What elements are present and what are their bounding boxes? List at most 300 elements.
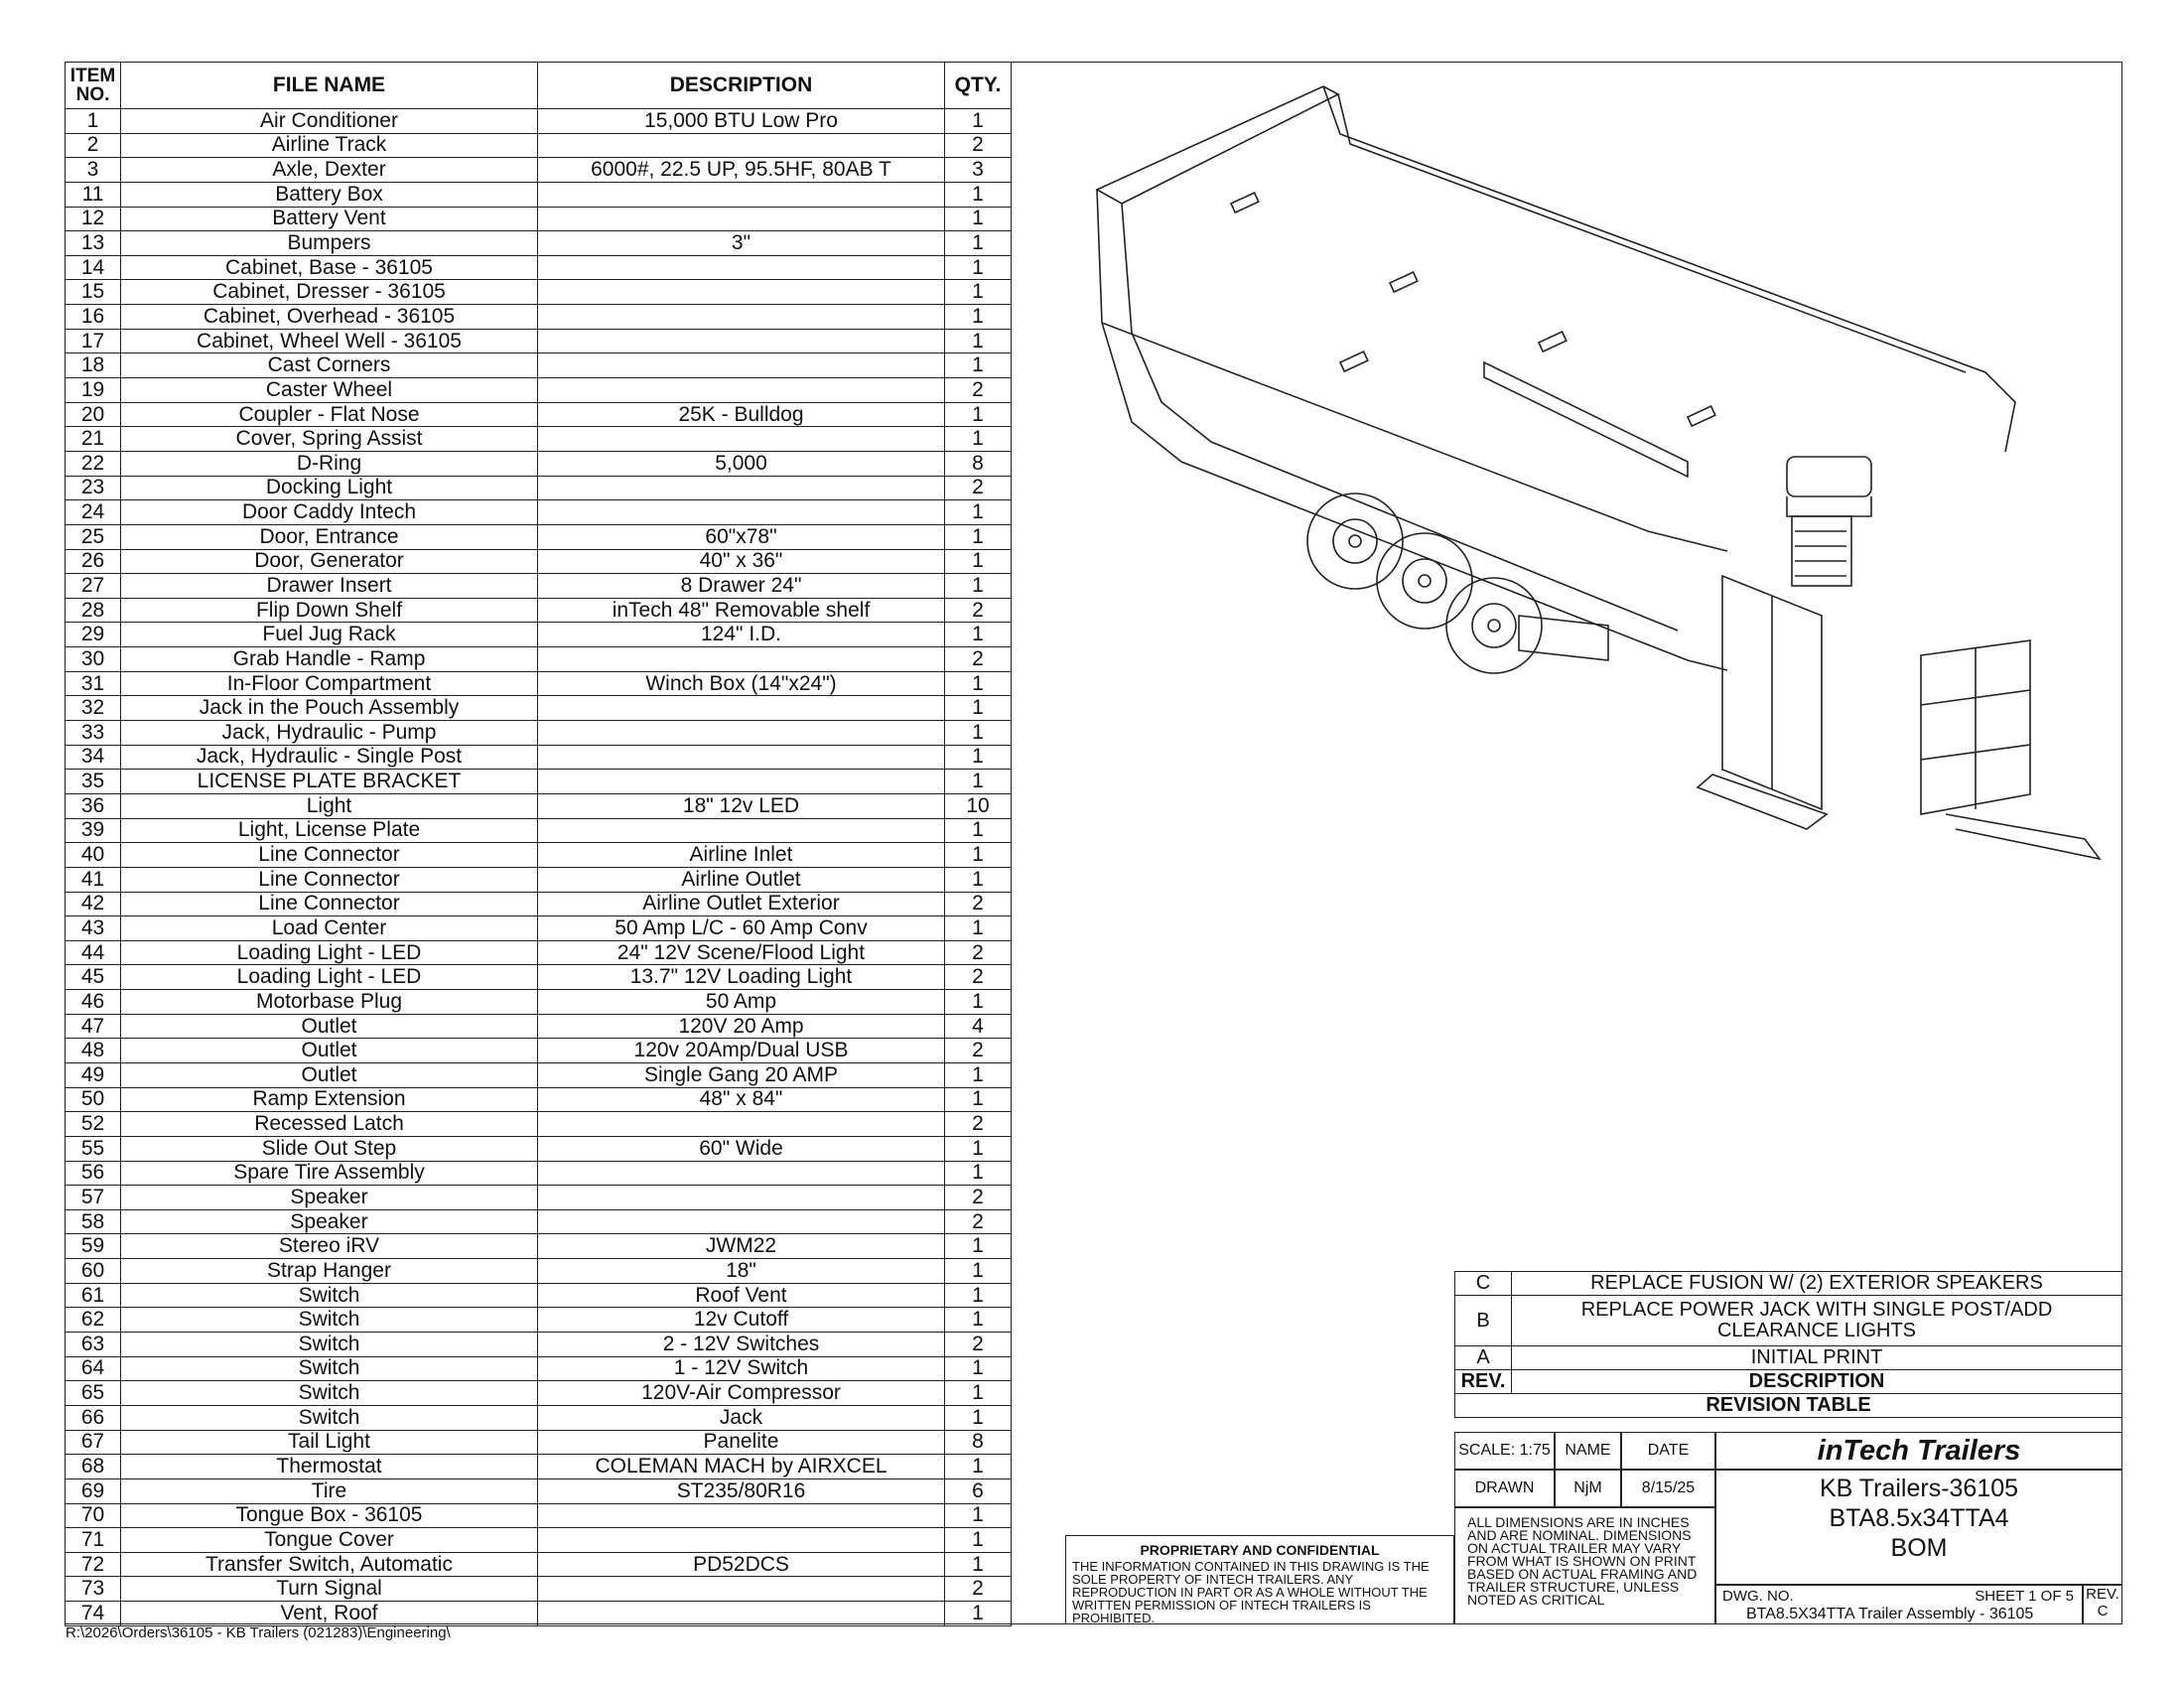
item-number: 27 — [66, 574, 121, 599]
file-name: LICENSE PLATE BRACKET — [121, 770, 538, 794]
item-number: 68 — [66, 1455, 121, 1479]
bom-row — [66, 133, 1012, 158]
description — [538, 353, 945, 378]
drawn-name: NjM — [1555, 1470, 1621, 1507]
file-name: Cover, Spring Assist — [121, 427, 538, 452]
file-name: Coupler - Flat Nose — [121, 402, 538, 427]
item-number: 43 — [66, 916, 121, 941]
description: 18" 12v LED — [538, 793, 945, 818]
bom-row — [66, 1062, 1012, 1087]
quantity: 1 — [945, 207, 1012, 231]
bom-row — [66, 158, 1012, 183]
file-name: Outlet — [121, 1062, 538, 1087]
quantity: 1 — [945, 280, 1012, 305]
quantity: 1 — [945, 867, 1012, 892]
item-number: 47 — [66, 1014, 121, 1039]
drawn-date: 8/15/25 — [1621, 1470, 1715, 1507]
quantity: 1 — [945, 231, 1012, 256]
item-number: 66 — [66, 1405, 121, 1430]
quantity: 1 — [945, 402, 1012, 427]
date-label: DATE — [1621, 1432, 1715, 1470]
bom-row — [66, 231, 1012, 256]
file-name: Battery Box — [121, 182, 538, 207]
file-name: Battery Vent — [121, 207, 538, 231]
file-name: In-Floor Compartment — [121, 671, 538, 696]
quantity: 1 — [945, 182, 1012, 207]
revision-header-row — [1455, 1370, 2122, 1394]
revision-table-title: REVISION TABLE — [1455, 1394, 2122, 1418]
description — [538, 647, 945, 672]
file-name: Recessed Latch — [121, 1112, 538, 1137]
item-number: 14 — [66, 255, 121, 280]
quantity: 1 — [945, 1405, 1012, 1430]
proprietary-block — [1065, 1535, 1454, 1624]
revision-title-row — [1455, 1394, 2122, 1418]
description — [538, 476, 945, 500]
bom-row — [66, 745, 1012, 770]
item-number: 67 — [66, 1430, 121, 1455]
file-name: Switch — [121, 1405, 538, 1430]
quantity: 2 — [945, 1039, 1012, 1063]
description: Single Gang 20 AMP — [538, 1062, 945, 1087]
bom-row — [66, 1333, 1012, 1357]
bom-row — [66, 1405, 1012, 1430]
description — [538, 1577, 945, 1602]
company-name: inTech Trailers — [1715, 1432, 2122, 1470]
file-name: Transfer Switch, Automatic — [121, 1552, 538, 1577]
rev-letter: B — [1455, 1296, 1512, 1346]
proprietary-title: PROPRIETARY AND CONFIDENTIAL — [1140, 1542, 1380, 1558]
bom-row — [66, 1478, 1012, 1503]
rev-desc-header: DESCRIPTION — [1512, 1370, 2122, 1394]
bom-row — [66, 574, 1012, 599]
item-number: 55 — [66, 1136, 121, 1161]
item-number: 45 — [66, 965, 121, 990]
item-number: 39 — [66, 818, 121, 843]
quantity: 1 — [945, 1602, 1012, 1626]
item-number: 29 — [66, 623, 121, 647]
description: 8 Drawer 24" — [538, 574, 945, 599]
bom-row — [66, 402, 1012, 427]
quantity: 2 — [945, 1112, 1012, 1137]
item-number: 60 — [66, 1259, 121, 1284]
file-name: Line Connector — [121, 867, 538, 892]
drawn-label: DRAWN — [1454, 1470, 1555, 1507]
qty-header: QTY. — [945, 63, 1012, 109]
file-name-header: FILE NAME — [121, 63, 538, 109]
file-name: Switch — [121, 1333, 538, 1357]
rev-cell-value: C — [2097, 1603, 2109, 1619]
description: 12v Cutoff — [538, 1308, 945, 1333]
description: 50 Amp L/C - 60 Amp Conv — [538, 916, 945, 941]
item-no-header: ITEM NO. — [66, 63, 121, 109]
item-number: 25 — [66, 524, 121, 549]
quantity: 1 — [945, 109, 1012, 134]
revision-row-b — [1455, 1296, 2122, 1346]
revision-row-a — [1455, 1346, 2122, 1370]
item-number: 36 — [66, 793, 121, 818]
quantity: 1 — [945, 1283, 1012, 1308]
file-name: Docking Light — [121, 476, 538, 500]
name-label: NAME — [1555, 1432, 1621, 1470]
file-name: Tongue Cover — [121, 1528, 538, 1553]
description: 124" I.D. — [538, 623, 945, 647]
quantity: 1 — [945, 549, 1012, 574]
description: 2 - 12V Switches — [538, 1333, 945, 1357]
quantity: 1 — [945, 1356, 1012, 1381]
quantity: 1 — [945, 1455, 1012, 1479]
revision-table — [1454, 1271, 2122, 1418]
file-name: Jack in the Pouch Assembly — [121, 696, 538, 721]
file-name: Switch — [121, 1283, 538, 1308]
bom-table — [65, 62, 1012, 1626]
description — [538, 1503, 945, 1528]
file-name: Switch — [121, 1381, 538, 1406]
bom-row — [66, 1014, 1012, 1039]
description: 24" 12V Scene/Flood Light — [538, 940, 945, 965]
description — [538, 1209, 945, 1234]
item-number: 28 — [66, 598, 121, 623]
description: Jack — [538, 1405, 945, 1430]
item-number: 59 — [66, 1234, 121, 1259]
description — [538, 329, 945, 353]
item-number: 64 — [66, 1356, 121, 1381]
bom-row — [66, 1161, 1012, 1186]
file-name: Cast Corners — [121, 353, 538, 378]
description — [538, 1528, 945, 1553]
quantity: 2 — [945, 1577, 1012, 1602]
file-name: Flip Down Shelf — [121, 598, 538, 623]
item-number: 2 — [66, 133, 121, 158]
quantity: 10 — [945, 793, 1012, 818]
file-name: Loading Light - LED — [121, 940, 538, 965]
quantity: 1 — [945, 574, 1012, 599]
item-number: 62 — [66, 1308, 121, 1333]
file-name: Cabinet, Base - 36105 — [121, 255, 538, 280]
bom-row — [66, 305, 1012, 330]
description: Airline Outlet — [538, 867, 945, 892]
item-number: 34 — [66, 745, 121, 770]
quantity: 3 — [945, 158, 1012, 183]
file-name: Tire — [121, 1478, 538, 1503]
quantity: 2 — [945, 965, 1012, 990]
item-number: 74 — [66, 1602, 121, 1626]
quantity: 1 — [945, 1087, 1012, 1112]
description — [538, 280, 945, 305]
quantity: 2 — [945, 647, 1012, 672]
description — [538, 207, 945, 231]
rev-cell-label: REV. — [2086, 1586, 2119, 1603]
bom-row — [66, 647, 1012, 672]
description — [538, 378, 945, 403]
bom-row — [66, 1455, 1012, 1479]
bom-header-row — [66, 63, 1012, 109]
file-name: Jack, Hydraulic - Pump — [121, 721, 538, 746]
description: Airline Inlet — [538, 843, 945, 868]
file-name: Switch — [121, 1356, 538, 1381]
quantity: 1 — [945, 770, 1012, 794]
item-number: 69 — [66, 1478, 121, 1503]
file-name: Load Center — [121, 916, 538, 941]
quantity: 1 — [945, 524, 1012, 549]
proprietary-text: THE INFORMATION CONTAINED IN THIS DRAWING IS THE SOLE PROPERTY OF INTECH TRAILERS. ANY REPRODUCTION IN PART OR AS A WHOLE WITHOUT THE WRITTEN PERMISSION OF INTECH TRAILERS IS PROHIBITED. — [1072, 1559, 1430, 1625]
quantity: 1 — [945, 1161, 1012, 1186]
item-number: 71 — [66, 1528, 121, 1553]
bom-row — [66, 696, 1012, 721]
file-name: Jack, Hydraulic - Single Post — [121, 745, 538, 770]
bom-row — [66, 867, 1012, 892]
quantity: 1 — [945, 916, 1012, 941]
quantity: 1 — [945, 671, 1012, 696]
file-name: Switch — [121, 1308, 538, 1333]
item-number: 1 — [66, 109, 121, 134]
file-name: Tail Light — [121, 1430, 538, 1455]
description: 6000#, 22.5 UP, 95.5HF, 80AB T — [538, 158, 945, 183]
file-name: Strap Hanger — [121, 1259, 538, 1284]
dwg-number: BTA8.5X34TTA Trailer Assembly - 36105 — [1746, 1606, 2034, 1622]
quantity: 1 — [945, 1552, 1012, 1577]
item-number: 23 — [66, 476, 121, 500]
item-number: 52 — [66, 1112, 121, 1137]
description — [538, 182, 945, 207]
bom-row — [66, 1112, 1012, 1137]
bom-row — [66, 378, 1012, 403]
file-name: Cabinet, Wheel Well - 36105 — [121, 329, 538, 353]
file-name: Cabinet, Overhead - 36105 — [121, 305, 538, 330]
quantity: 2 — [945, 1209, 1012, 1234]
file-name: Tongue Box - 36105 — [121, 1503, 538, 1528]
file-name: Caster Wheel — [121, 378, 538, 403]
bom-row — [66, 1087, 1012, 1112]
bom-row — [66, 1552, 1012, 1577]
quantity: 4 — [945, 1014, 1012, 1039]
description — [538, 770, 945, 794]
item-number: 40 — [66, 843, 121, 868]
file-name: Light, License Plate — [121, 818, 538, 843]
quantity: 2 — [945, 940, 1012, 965]
description-header: DESCRIPTION — [538, 63, 945, 109]
rev-description: REPLACE FUSION W/ (2) EXTERIOR SPEAKERS — [1512, 1272, 2122, 1296]
item-number: 58 — [66, 1209, 121, 1234]
bom-row — [66, 770, 1012, 794]
file-name: Axle, Dexter — [121, 158, 538, 183]
quantity: 1 — [945, 745, 1012, 770]
description: 3" — [538, 231, 945, 256]
item-number: 3 — [66, 158, 121, 183]
item-number: 31 — [66, 671, 121, 696]
item-number: 41 — [66, 867, 121, 892]
item-number: 32 — [66, 696, 121, 721]
description: 15,000 BTU Low Pro — [538, 109, 945, 134]
item-number: 48 — [66, 1039, 121, 1063]
item-number: 46 — [66, 990, 121, 1015]
description: Airline Outlet Exterior — [538, 892, 945, 916]
bom-row — [66, 892, 1012, 916]
item-number: 65 — [66, 1381, 121, 1406]
bom-row — [66, 1528, 1012, 1553]
file-name: Turn Signal — [121, 1577, 538, 1602]
description: 60" Wide — [538, 1136, 945, 1161]
rev-letter: A — [1455, 1346, 1512, 1370]
item-number: 35 — [66, 770, 121, 794]
bom-row — [66, 1308, 1012, 1333]
bom-row — [66, 1136, 1012, 1161]
file-path: R:\2026\Orders\36105 - KB Trailers (021283)\Engineering\ — [66, 1624, 451, 1641]
quantity: 1 — [945, 1308, 1012, 1333]
file-name: Outlet — [121, 1039, 538, 1063]
dwg-label: DWG. NO. — [1722, 1588, 1794, 1605]
quantity: 2 — [945, 892, 1012, 916]
title-area — [1715, 1470, 2122, 1585]
bom-row — [66, 549, 1012, 574]
item-number: 18 — [66, 353, 121, 378]
file-name: Fuel Jug Rack — [121, 623, 538, 647]
bom-row — [66, 280, 1012, 305]
bom-row — [66, 1186, 1012, 1210]
quantity: 2 — [945, 476, 1012, 500]
description — [538, 721, 945, 746]
bom-row — [66, 1577, 1012, 1602]
file-name: Airline Track — [121, 133, 538, 158]
description: 50 Amp — [538, 990, 945, 1015]
bom-row — [66, 476, 1012, 500]
file-name: Thermostat — [121, 1455, 538, 1479]
bom-row — [66, 329, 1012, 353]
quantity: 1 — [945, 1136, 1012, 1161]
file-name: Ramp Extension — [121, 1087, 538, 1112]
bom-row — [66, 940, 1012, 965]
dimensions-note: ALL DIMENSIONS ARE IN INCHES AND ARE NOMINAL. DIMENSIONS ON ACTUAL TRAILER MAY VARY FROM WHAT IS SHOWN ON PRINT BASED ON ACTUAL FRAMING AND TRAILER STRUCTURE, UNLESS NOTED AS CRITICAL — [1454, 1507, 1715, 1624]
description: Winch Box (14"x24") — [538, 671, 945, 696]
description — [538, 1112, 945, 1137]
file-name: Door, Entrance — [121, 524, 538, 549]
quantity: 1 — [945, 818, 1012, 843]
rev-header: REV. — [1455, 1370, 1512, 1394]
file-name: Light — [121, 793, 538, 818]
bom-row — [66, 109, 1012, 134]
file-name: Speaker — [121, 1209, 538, 1234]
bom-row — [66, 1356, 1012, 1381]
revision-row-c — [1455, 1272, 2122, 1296]
quantity: 6 — [945, 1478, 1012, 1503]
sheet-number: SHEET 1 OF 5 — [1975, 1588, 2074, 1605]
description: inTech 48" Removable shelf — [538, 598, 945, 623]
bom-row — [66, 671, 1012, 696]
item-number: 72 — [66, 1552, 121, 1577]
description: ST235/80R16 — [538, 1478, 945, 1503]
quantity: 1 — [945, 1234, 1012, 1259]
quantity: 1 — [945, 1259, 1012, 1284]
bom-row — [66, 427, 1012, 452]
file-name: Drawer Insert — [121, 574, 538, 599]
item-number: 19 — [66, 378, 121, 403]
description — [538, 1161, 945, 1186]
description: 13.7" 12V Loading Light — [538, 965, 945, 990]
file-name: Line Connector — [121, 843, 538, 868]
file-name: Air Conditioner — [121, 109, 538, 134]
quantity: 1 — [945, 623, 1012, 647]
item-number: 73 — [66, 1577, 121, 1602]
item-number: 42 — [66, 892, 121, 916]
bom-row — [66, 721, 1012, 746]
item-number: 13 — [66, 231, 121, 256]
quantity: 1 — [945, 353, 1012, 378]
item-number: 15 — [66, 280, 121, 305]
quantity: 1 — [945, 427, 1012, 452]
file-name: Outlet — [121, 1014, 538, 1039]
file-name: Speaker — [121, 1186, 538, 1210]
item-number: 16 — [66, 305, 121, 330]
description: 120V 20 Amp — [538, 1014, 945, 1039]
bom-row — [66, 1430, 1012, 1455]
description — [538, 1186, 945, 1210]
quantity: 1 — [945, 1062, 1012, 1087]
quantity: 1 — [945, 500, 1012, 525]
description — [538, 818, 945, 843]
file-name: Bumpers — [121, 231, 538, 256]
bom-row — [66, 353, 1012, 378]
item-number: 21 — [66, 427, 121, 452]
description: 120v 20Amp/Dual USB — [538, 1039, 945, 1063]
description: COLEMAN MACH by AIRXCEL — [538, 1455, 945, 1479]
item-number: 49 — [66, 1062, 121, 1087]
item-number: 63 — [66, 1333, 121, 1357]
item-number: 30 — [66, 647, 121, 672]
quantity: 1 — [945, 1503, 1012, 1528]
rev-description: INITIAL PRINT — [1512, 1346, 2122, 1370]
description: 120V-Air Compressor — [538, 1381, 945, 1406]
dwg-number-cell — [1715, 1585, 2083, 1624]
description: 5,000 — [538, 451, 945, 476]
bom-row — [66, 598, 1012, 623]
bom-row — [66, 1283, 1012, 1308]
quantity: 2 — [945, 1333, 1012, 1357]
quantity: 1 — [945, 721, 1012, 746]
bom-row — [66, 965, 1012, 990]
item-number: 26 — [66, 549, 121, 574]
bom-row — [66, 207, 1012, 231]
bom-row — [66, 1381, 1012, 1406]
description: JWM22 — [538, 1234, 945, 1259]
bom-body — [66, 109, 1012, 1626]
bom-row — [66, 990, 1012, 1015]
item-number: 22 — [66, 451, 121, 476]
description: 1 - 12V Switch — [538, 1356, 945, 1381]
quantity: 8 — [945, 1430, 1012, 1455]
item-number: 57 — [66, 1186, 121, 1210]
item-number: 20 — [66, 402, 121, 427]
rev-letter: C — [1455, 1272, 1512, 1296]
bom-row — [66, 1503, 1012, 1528]
item-number: 70 — [66, 1503, 121, 1528]
quantity: 1 — [945, 990, 1012, 1015]
quantity: 1 — [945, 843, 1012, 868]
description: 48" x 84" — [538, 1087, 945, 1112]
description: Panelite — [538, 1430, 945, 1455]
file-name: Loading Light - LED — [121, 965, 538, 990]
description — [538, 1602, 945, 1626]
item-number: 24 — [66, 500, 121, 525]
title-line-1: KB Trailers-36105 — [1819, 1475, 2019, 1502]
bom-row — [66, 500, 1012, 525]
item-number: 56 — [66, 1161, 121, 1186]
file-name: Motorbase Plug — [121, 990, 538, 1015]
item-number: 44 — [66, 940, 121, 965]
bom-row — [66, 524, 1012, 549]
item-number: 61 — [66, 1283, 121, 1308]
file-name: Slide Out Step — [121, 1136, 538, 1161]
bom-row — [66, 182, 1012, 207]
